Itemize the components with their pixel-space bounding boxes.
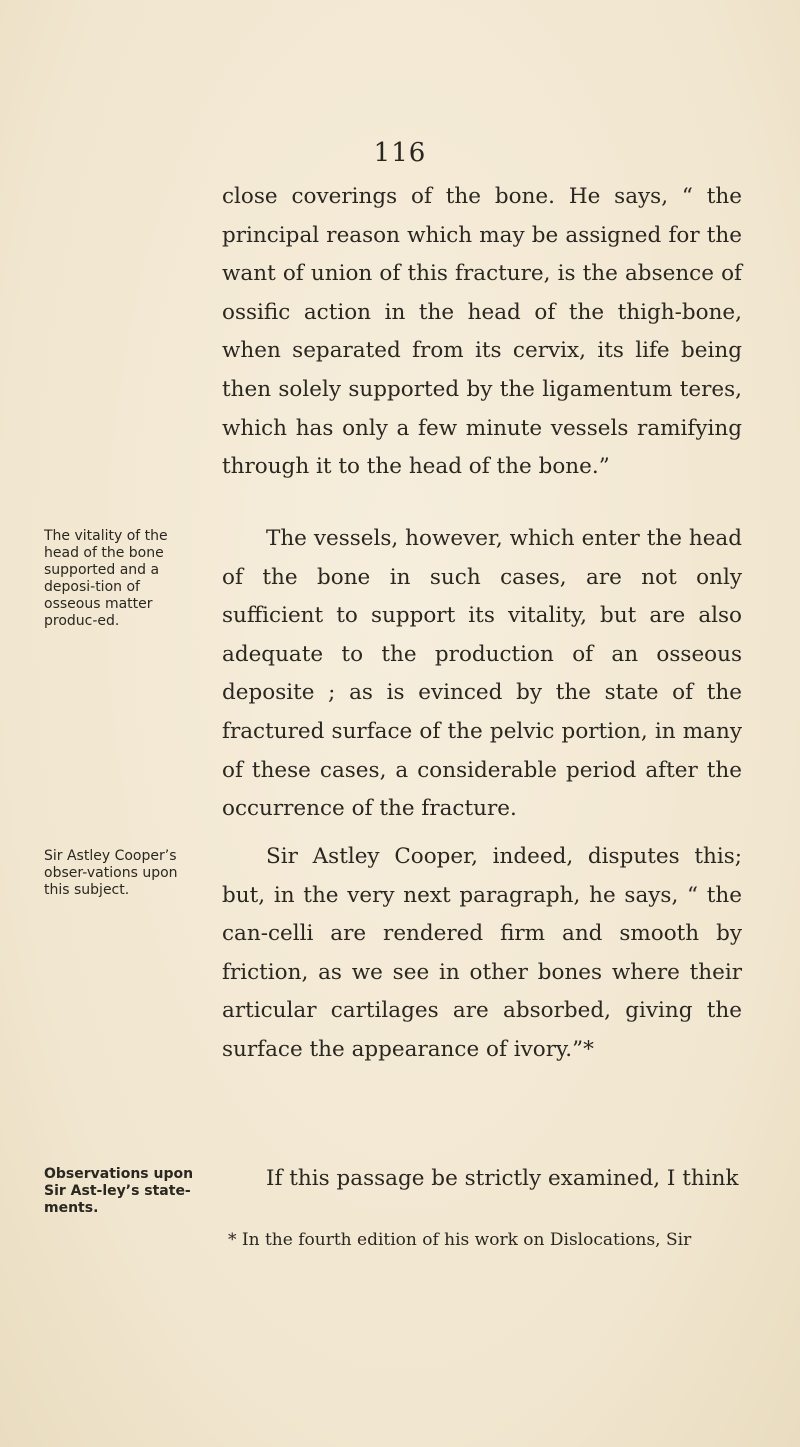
paragraph-1: close coverings of the bone. He says, “ the principal reason which may be assigned for the want of union of this fracture, is the absence of ossific action in the head of the thigh-bone, when separated from its cervix, its life being then solely supported by the ligamentum teres, which has only a few minute vessels ramifying through it to the head of the bone.” — [222, 184, 742, 480]
paragraph-3: Sir Astley Cooper, indeed, disputes this; but, in the very next paragraph, he says, “ the can-celli are rendered firm and smooth by friction, as we see in other bones where their articular cartilages are absorbed, giving the surface the appearance of ivory.”* — [222, 844, 742, 1062]
paragraph-4: If this passage be strictly examined, I think — [266, 1166, 739, 1191]
margin-note-vitality: The vitality of the head of the bone supported and a deposi-tion of osseous matter produc-ed. — [44, 528, 168, 629]
paragraph-2: The vessels, however, which enter the head of the bone in such cases, are not only sufficient to support its vitality, but are also adequate to the production of an osseous deposite ; as is evinced by the state of the fractured surface of the pelvic portion, in many of these cases, a considerable period after the occurrence of the fracture. — [222, 526, 742, 822]
margin-note-cooper-observations: Sir Astley Cooper’s obser-vations upon this subject. — [44, 848, 178, 898]
footnote: * In the fourth edition of his work on Dislocations, Sir — [228, 1230, 692, 1250]
margin-note-observations-statements: Observations upon Sir Ast-ley’s state-ments. — [44, 1166, 194, 1216]
page-number: 116 — [373, 138, 427, 168]
